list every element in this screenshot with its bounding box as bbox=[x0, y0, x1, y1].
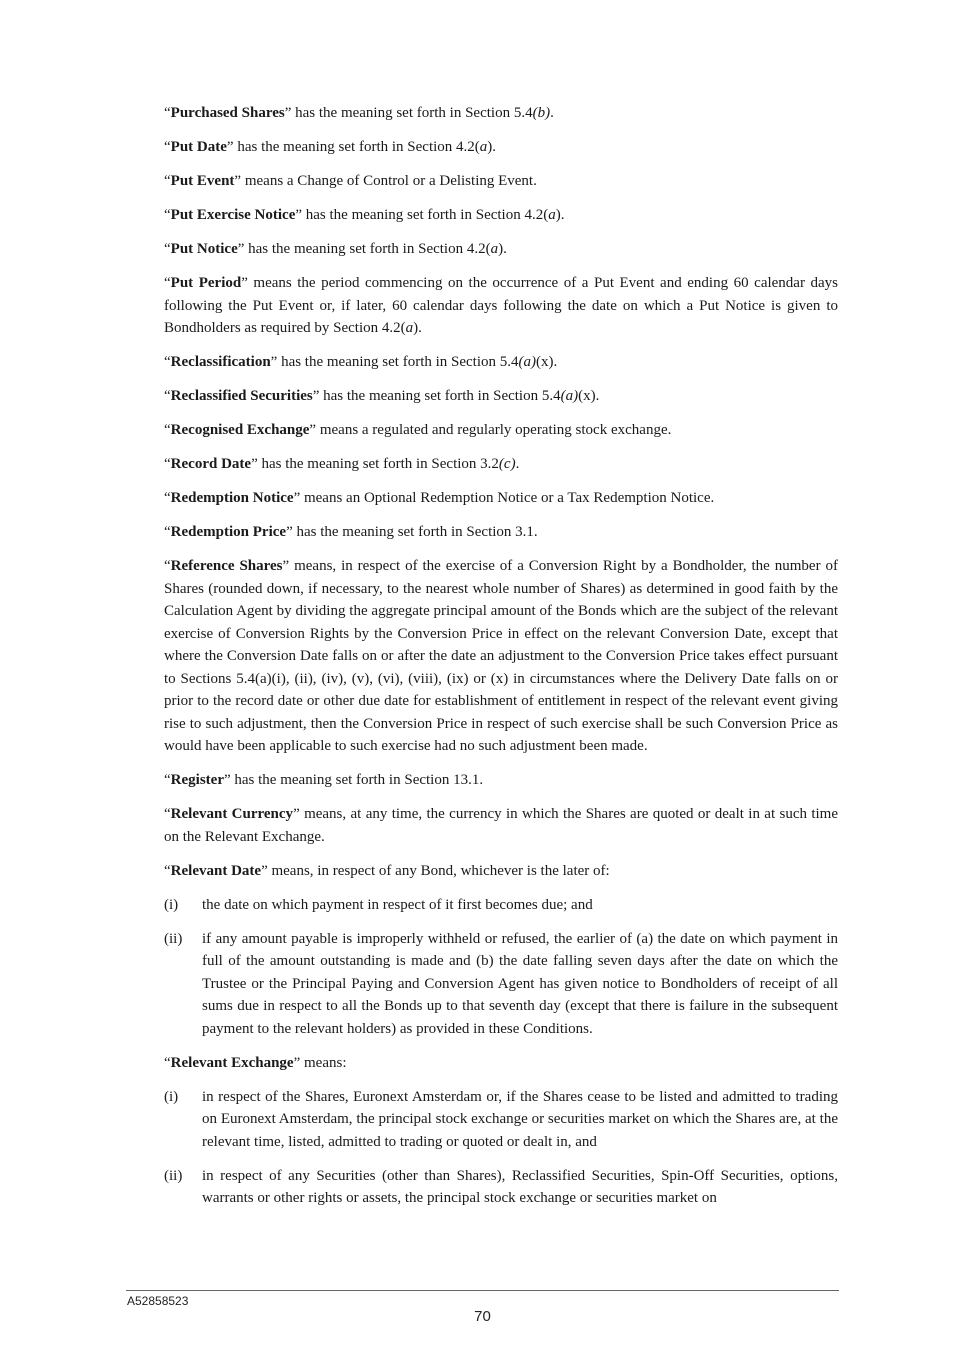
term: Redemption Price bbox=[170, 524, 287, 540]
term: Relevant Currency bbox=[170, 806, 294, 822]
list-text: if any amount payable is improperly withheld or refused, the earlier of (a) the date on which payment in full of the amount outstanding is made and (b) the date falling seven days after the date on which the Trustee or the Principal Paying and Conversion Agent has given notice to Bondholders of receipt of all sums due in respect to all the Bonds up to that seventh day (except that there is failure in the subsequent payment to the relevant holders) as provided in these Conditions. bbox=[202, 930, 838, 1037]
definition-redemption-notice: “Redemption Notice” means an Optional Redemption Notice or a Tax Redemption Notice. bbox=[164, 490, 715, 506]
term: Put Exercise Notice bbox=[170, 207, 296, 223]
list-item bbox=[164, 1086, 838, 1154]
list-text: in respect of any Securities (other than Shares), Reclassified Securities, Spin-Off Securities, options, warrants or other rights or assets, the principal stock exchange or securities market on bbox=[202, 1167, 838, 1206]
term: Reclassification bbox=[170, 354, 271, 370]
list-item bbox=[164, 894, 838, 917]
definition-relevant-date: “Relevant Date” means, in respect of any Bond, whichever is the later of: bbox=[164, 862, 610, 879]
definition-relevant-currency: “Relevant Currency” means, at any time, the currency in which the Shares are quoted or dealt in at such time on the Relevant Exchange. bbox=[164, 806, 838, 845]
term: Reference Shares bbox=[170, 558, 283, 574]
list-number: (i) bbox=[164, 1088, 179, 1105]
list-number: (ii) bbox=[164, 1167, 183, 1184]
definition-purchased-shares: “Purchased Shares” has the meaning set forth in Section 5.4(b). bbox=[164, 105, 554, 121]
list-text: in respect of the Shares, Euronext Amsterdam or, if the Shares cease to be listed and admitted to trading on Euronext Amsterdam, the principal stock exchange or securities market on which the Shares are, at the relevant time, listed, admitted to trading or quoted or dealt in, and bbox=[202, 1088, 838, 1150]
definition-put-exercise-notice: “Put Exercise Notice” has the meaning set forth in Section 4.2(a). bbox=[164, 207, 565, 223]
term: Put Period bbox=[170, 275, 242, 291]
term: Reclassified Securities bbox=[170, 388, 313, 404]
definition-put-event: “Put Event” means a Change of Control or a Delisting Event. bbox=[164, 173, 537, 189]
definition-reference-shares: “Reference Shares” means, in respect of the exercise of a Conversion Right by a Bondholder, the number of Shares (rounded down, if necessary, to the nearest whole number of Shares) as determined in good faith by the Calculation Agent by dividing the aggregate principal amount of the Bonds which are the subject of the relevant exercise of Conversion Rights by the Conversion Price in effect on the relevant Conversion Date, except that where the Conversion Date falls on or after the date an adjustment to the Conversion Price takes effect pursuant to Sections 5.4(a)(i), (ii), (iv), (v), (vi), (viii), (ix) or (x) in circumstances where the Delivery Date falls on or prior to the record date or other due date for establishment of entitlement in respect of the relevant event giving rise to such adjustment, then the Conversion Price in respect of such exercise shall be such Conversion Price as would have been applicable to such exercise had no such adjustment been made. bbox=[164, 558, 838, 754]
list-item bbox=[164, 1165, 838, 1210]
term: Redemption Notice bbox=[170, 490, 294, 506]
list-text: the date on which payment in respect of it first becomes due; and bbox=[202, 896, 593, 913]
definition-put-period: “Put Period” means the period commencing on the occurrence of a Put Event and ending 60 calendar days following the Put Event or, if later, 60 calendar days following the date on which a Put Notice is given to Bondholders as required by Section 4.2(a). bbox=[164, 275, 838, 336]
document-reference: A52858523 bbox=[127, 1294, 189, 1308]
term: Record Date bbox=[170, 456, 252, 472]
term: Relevant Exchange bbox=[170, 1054, 294, 1071]
definition-reclassified-securities: “Reclassified Securities” has the meaning set forth in Section 5.4(a)(x). bbox=[164, 388, 600, 404]
list-number: (i) bbox=[164, 896, 179, 913]
term: Put Notice bbox=[170, 241, 238, 257]
term: Relevant Date bbox=[170, 862, 262, 879]
definition-register: “Register” has the meaning set forth in Section 13.1. bbox=[164, 772, 484, 788]
definition-redemption-price: “Redemption Price” has the meaning set forth in Section 3.1. bbox=[164, 524, 538, 540]
term: Recognised Exchange bbox=[170, 422, 310, 438]
definition-recognised-exchange: “Recognised Exchange” means a regulated and regularly operating stock exchange. bbox=[164, 422, 672, 438]
document-body bbox=[164, 102, 838, 1221]
list-item bbox=[164, 928, 838, 1041]
page-number: 70 bbox=[474, 1308, 491, 1325]
definition-put-notice: “Put Notice” has the meaning set forth in Section 4.2(a). bbox=[164, 241, 507, 257]
definition-reclassification: “Reclassification” has the meaning set forth in Section 5.4(a)(x). bbox=[164, 354, 558, 370]
definition-record-date: “Record Date” has the meaning set forth in Section 3.2(c). bbox=[164, 456, 520, 472]
list-number: (ii) bbox=[164, 930, 183, 947]
term: Put Event bbox=[170, 173, 235, 189]
term: Purchased Shares bbox=[170, 105, 285, 121]
term: Put Date bbox=[170, 139, 227, 155]
definition-relevant-exchange: “Relevant Exchange” means: bbox=[164, 1054, 347, 1071]
footer-divider bbox=[126, 1290, 839, 1291]
definition-put-date: “Put Date” has the meaning set forth in Section 4.2(a). bbox=[164, 139, 497, 155]
term: Register bbox=[170, 772, 224, 788]
